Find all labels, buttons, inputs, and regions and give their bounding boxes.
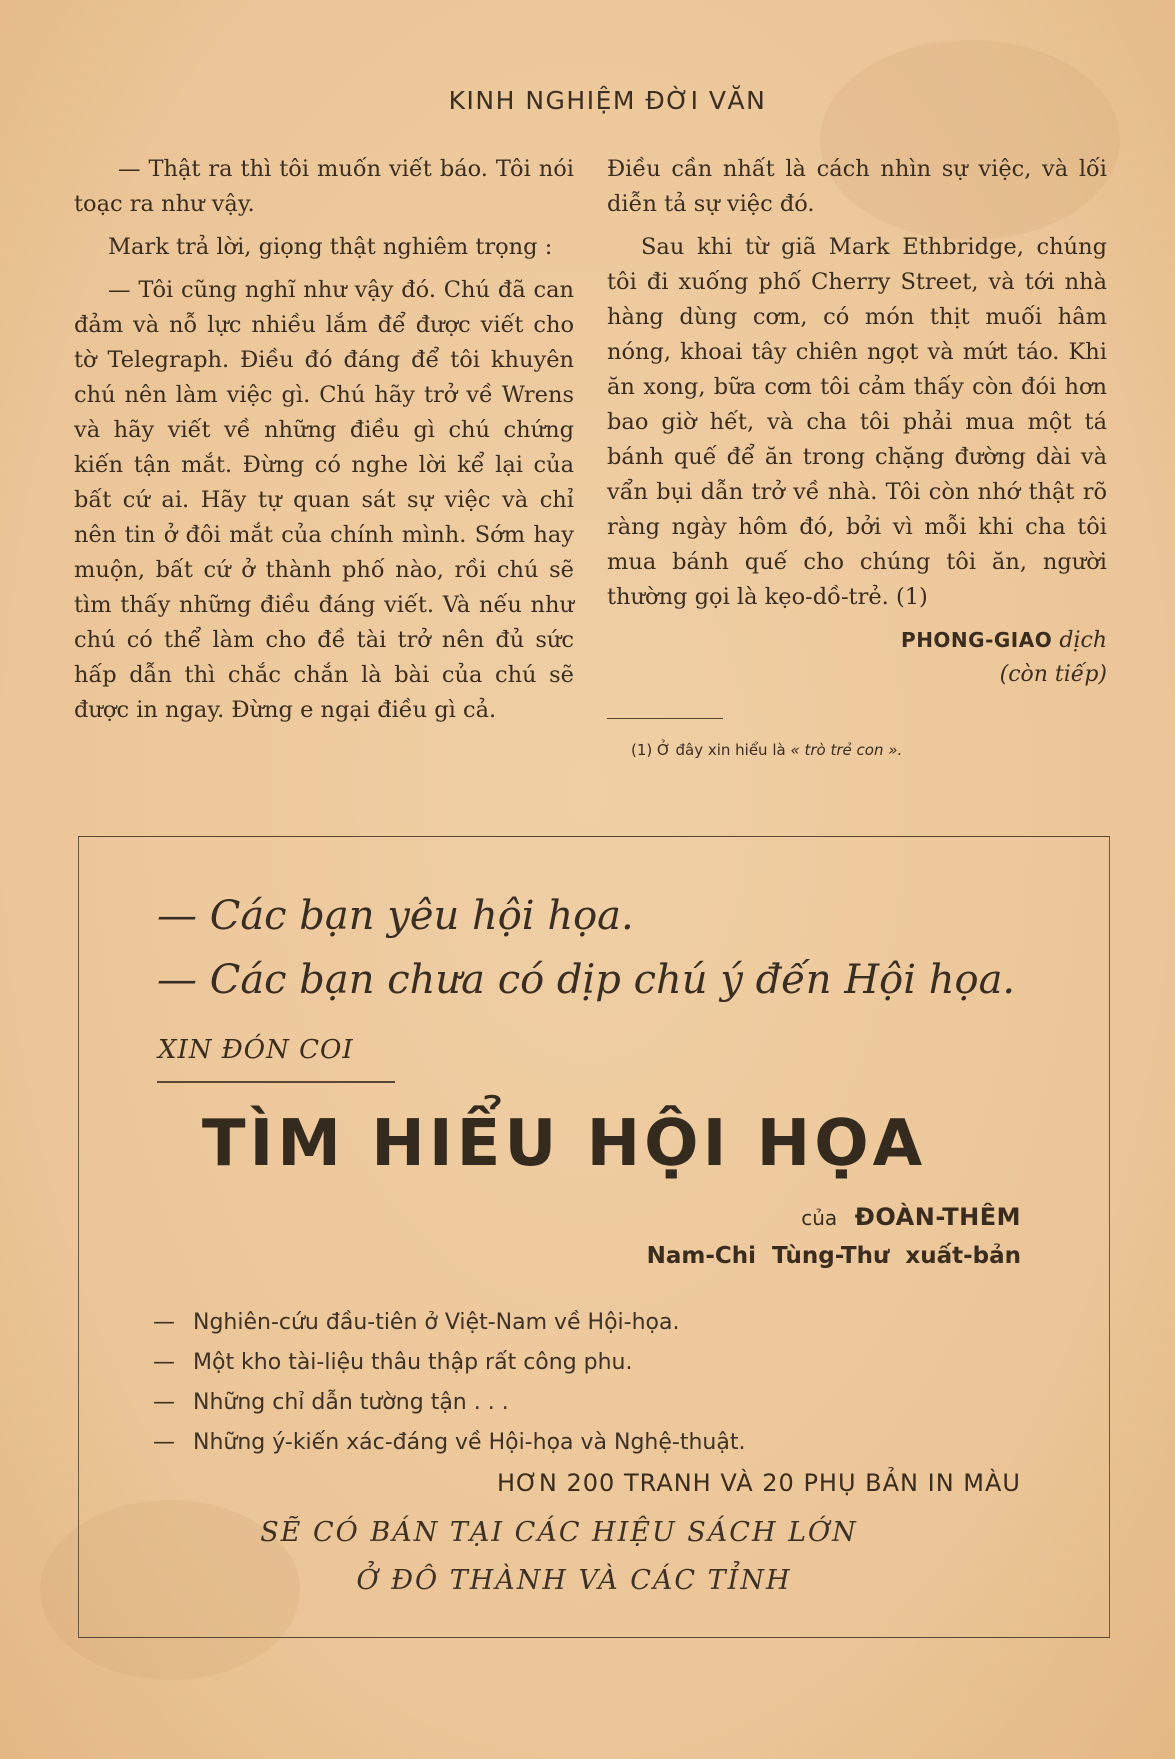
availability-line-1: SẼ CÓ BÁN TẠI CÁC HIỆU SÁCH LỚN bbox=[260, 1517, 858, 1548]
article-right-column bbox=[607, 152, 1107, 768]
feature-text: Những ý-kiến xác-đáng về Hội-họa và Nghệ-thuật. bbox=[193, 1430, 746, 1455]
dash-bullet: — bbox=[153, 1430, 175, 1455]
article-paragraph: Mark trả lời, giọng thật nghiêm trọng : bbox=[108, 234, 553, 260]
book-title: TÌM HIỂU HỘI HỌA bbox=[201, 1107, 927, 1181]
author-name: ĐOÀN-THÊM bbox=[854, 1203, 1021, 1231]
continued-note: (còn tiếp) bbox=[999, 662, 1107, 687]
footnote-quote: « trò trẻ con ». bbox=[790, 741, 903, 759]
dash-bullet: — bbox=[153, 1390, 175, 1415]
ad-tagline-1: — Các bạn yêu hội họa. bbox=[157, 893, 634, 939]
running-header: KINH NGHIỆM ĐỜI VĂN bbox=[448, 86, 767, 115]
plates-note: HƠN 200 TRANH VÀ 20 PHỤ BẢN IN MÀU bbox=[496, 1469, 1021, 1497]
feature-list bbox=[153, 1303, 745, 1463]
translator-role: dịch bbox=[1059, 628, 1107, 653]
dash-bullet: — bbox=[153, 1310, 175, 1335]
article-paragraph: Điều cần nhất là cách nhìn sự việc, và lối diễn tả sự việc đó. bbox=[607, 156, 1107, 217]
invite-underline bbox=[157, 1081, 395, 1083]
footnote bbox=[631, 733, 1107, 768]
translator-credit bbox=[607, 623, 1107, 692]
feature-text: Một kho tài-liệu thâu thập rất công phu. bbox=[193, 1350, 633, 1375]
ad-tagline-2: — Các bạn chưa có dịp chú ý đến Hội họa. bbox=[157, 957, 1016, 1003]
author-line bbox=[801, 1203, 1021, 1231]
book-advertisement bbox=[78, 836, 1110, 1638]
article-paragraph: — Tôi cũng nghĩ như vậy đó. Chú đã can đảm và nỗ lực nhiều lắm để được viết cho tờ Telegraph. Điều đó đáng để tôi khuyên chú nên làm việc gì. Chú hãy trở về Wrens và hãy viết về những điều gì chú chứng kiến tận mắt. Đừng có nghe lời kể lại của bất cứ ai. Hãy tự quan sát sự việc và chỉ nên tin ở đôi mắt của chính mình. Sớm hay muộn, bất cứ ở thành phố nào, rồi chú sẽ tìm thấy những điều đáng viết. Và nếu như chú có thể làm cho đề tài trở nên đủ sức hấp dẫn thì chắc chắn là bài của chú sẽ được in ngay. Đừng e ngại điều gì cả. bbox=[74, 277, 574, 723]
article-left-column bbox=[74, 152, 574, 736]
article-paragraph: — Thật ra thì tôi muốn viết báo. Tôi nói toạc ra như vậy. bbox=[74, 156, 574, 217]
list-item bbox=[153, 1383, 745, 1423]
list-item bbox=[153, 1423, 745, 1463]
ad-invite: XIN ĐÓN COI bbox=[158, 1035, 354, 1065]
footnote-divider bbox=[607, 718, 723, 719]
translator-name: PHONG-GIAO bbox=[901, 628, 1053, 652]
list-item bbox=[153, 1343, 745, 1383]
article-paragraph: Sau khi từ giã Mark Ethbridge, chúng tôi đi xuống phố Cherry Street, và tới nhà hàng dùng cơm, có món thịt muối hâm nóng, khoai tây chiên ngọt và mứt táo. Khi ăn xong, bữa cơm tôi cảm thấy còn đói hơn bao giờ hết, và cha tôi phải mua một tá bánh quế để ăn trong chặng đường dài và vẩn bụi dẫn trở về nhà. Tôi còn nhớ thật rõ ràng ngày hôm đó, bởi vì mỗi khi cha tôi mua bánh quế cho chúng tôi ăn, người thường gọi là kẹo-dồ-trẻ. (1) bbox=[607, 234, 1107, 610]
feature-text: Những chỉ dẫn tường tận . . . bbox=[193, 1390, 509, 1415]
feature-text: Nghiên-cứu đầu-tiên ở Việt-Nam về Hội-họa. bbox=[193, 1310, 680, 1335]
footnote-marker: (1) Ở đây xin hiểu là bbox=[631, 741, 786, 759]
author-prefix: của bbox=[801, 1206, 838, 1230]
dash-bullet: — bbox=[153, 1350, 175, 1375]
availability-line-2: Ở ĐÔ THÀNH VÀ CÁC TỈNH bbox=[356, 1565, 792, 1596]
publisher: Nam-Chi Tùng-Thư xuất-bản bbox=[646, 1243, 1021, 1269]
list-item bbox=[153, 1303, 745, 1343]
